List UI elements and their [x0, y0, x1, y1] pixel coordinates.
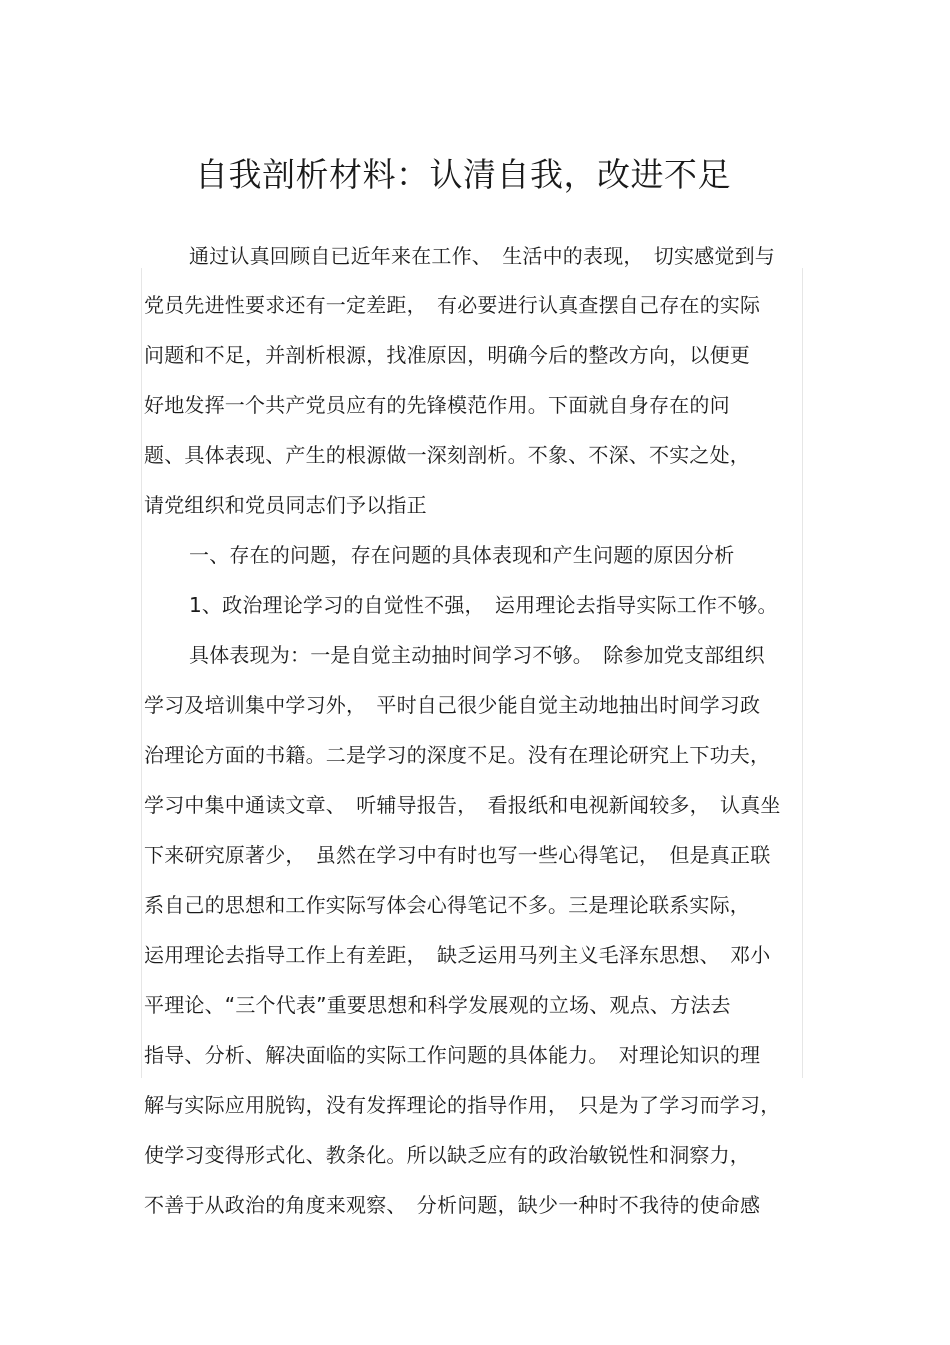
paragraph-line: 系自己的思想和工作实际写体会心得笔记不多。三是理论联系实际，: [144, 893, 750, 917]
paragraph-line: 解与实际应用脱钩，没有发挥理论的指导作用， 只是为了学习而学习，: [144, 1093, 781, 1117]
subsection-heading: 1、政治理论学习的自觉性不强， 运用理论去指导实际工作不够。: [189, 593, 778, 617]
paragraph-line: 学习及培训集中学习外， 平时自己很少能自觉主动地抽出时间学习政: [144, 693, 761, 717]
paragraph-line: 好地发挥一个共产党员应有的先锋模范作用。下面就自身存在的问: [144, 393, 730, 417]
paragraph-line: 具体表现为：一是自觉主动抽时间学习不够。 除参加党支部组织: [189, 643, 765, 667]
paragraph-line: 问题和不足，并剖析根源，找准原因，明确今后的整改方向，以便更: [144, 343, 750, 367]
paragraph-line: 党员先进性要求还有一定差距， 有必要进行认真查摆自己存在的实际: [144, 293, 761, 317]
paragraph-line: 请党组织和党员同志们予以指正: [144, 493, 427, 517]
paragraph-line: 治理论方面的书籍。二是学习的深度不足。没有在理论研究上下功夫，: [144, 743, 771, 767]
paragraph-line: 通过认真回顾自已近年来在工作、 生活中的表现， 切实感觉到与: [189, 244, 775, 268]
paragraph-line: 学习中集中通读文章、 听辅导报告， 看报纸和电视新闻较多， 认真坐: [144, 793, 781, 817]
paragraph-line: 下来研究原著少， 虽然在学习中有时也写一些心得笔记， 但是真正联: [144, 843, 771, 867]
paragraph-line: 指导、分析、解决面临的实际工作问题的具体能力。 对理论知识的理: [144, 1043, 761, 1067]
paragraph-line: 平理论、“三个代表”重要思想和科学发展观的立场、观点、方法去: [144, 993, 731, 1017]
paragraph-line: 使学习变得形式化、教条化。所以缺乏应有的政治敏锐性和洞察力，: [144, 1143, 750, 1167]
paragraph-line: 题、具体表现、产生的根源做一深刻剖析。不象、不深、不实之处，: [144, 443, 750, 467]
paragraph-line: 不善于从政治的角度来观察、 分析问题，缺少一种时不我待的使命感: [144, 1193, 761, 1217]
section-heading: 一、存在的问题，存在问题的具体表现和产生问题的原因分析: [189, 543, 735, 567]
document-title: 自我剖析材料：认清自我，改进不足: [195, 155, 731, 194]
paragraph-line: 运用理论去指导工作上有差距， 缺乏运用马列主义毛泽东思想、 邓小: [144, 943, 771, 967]
